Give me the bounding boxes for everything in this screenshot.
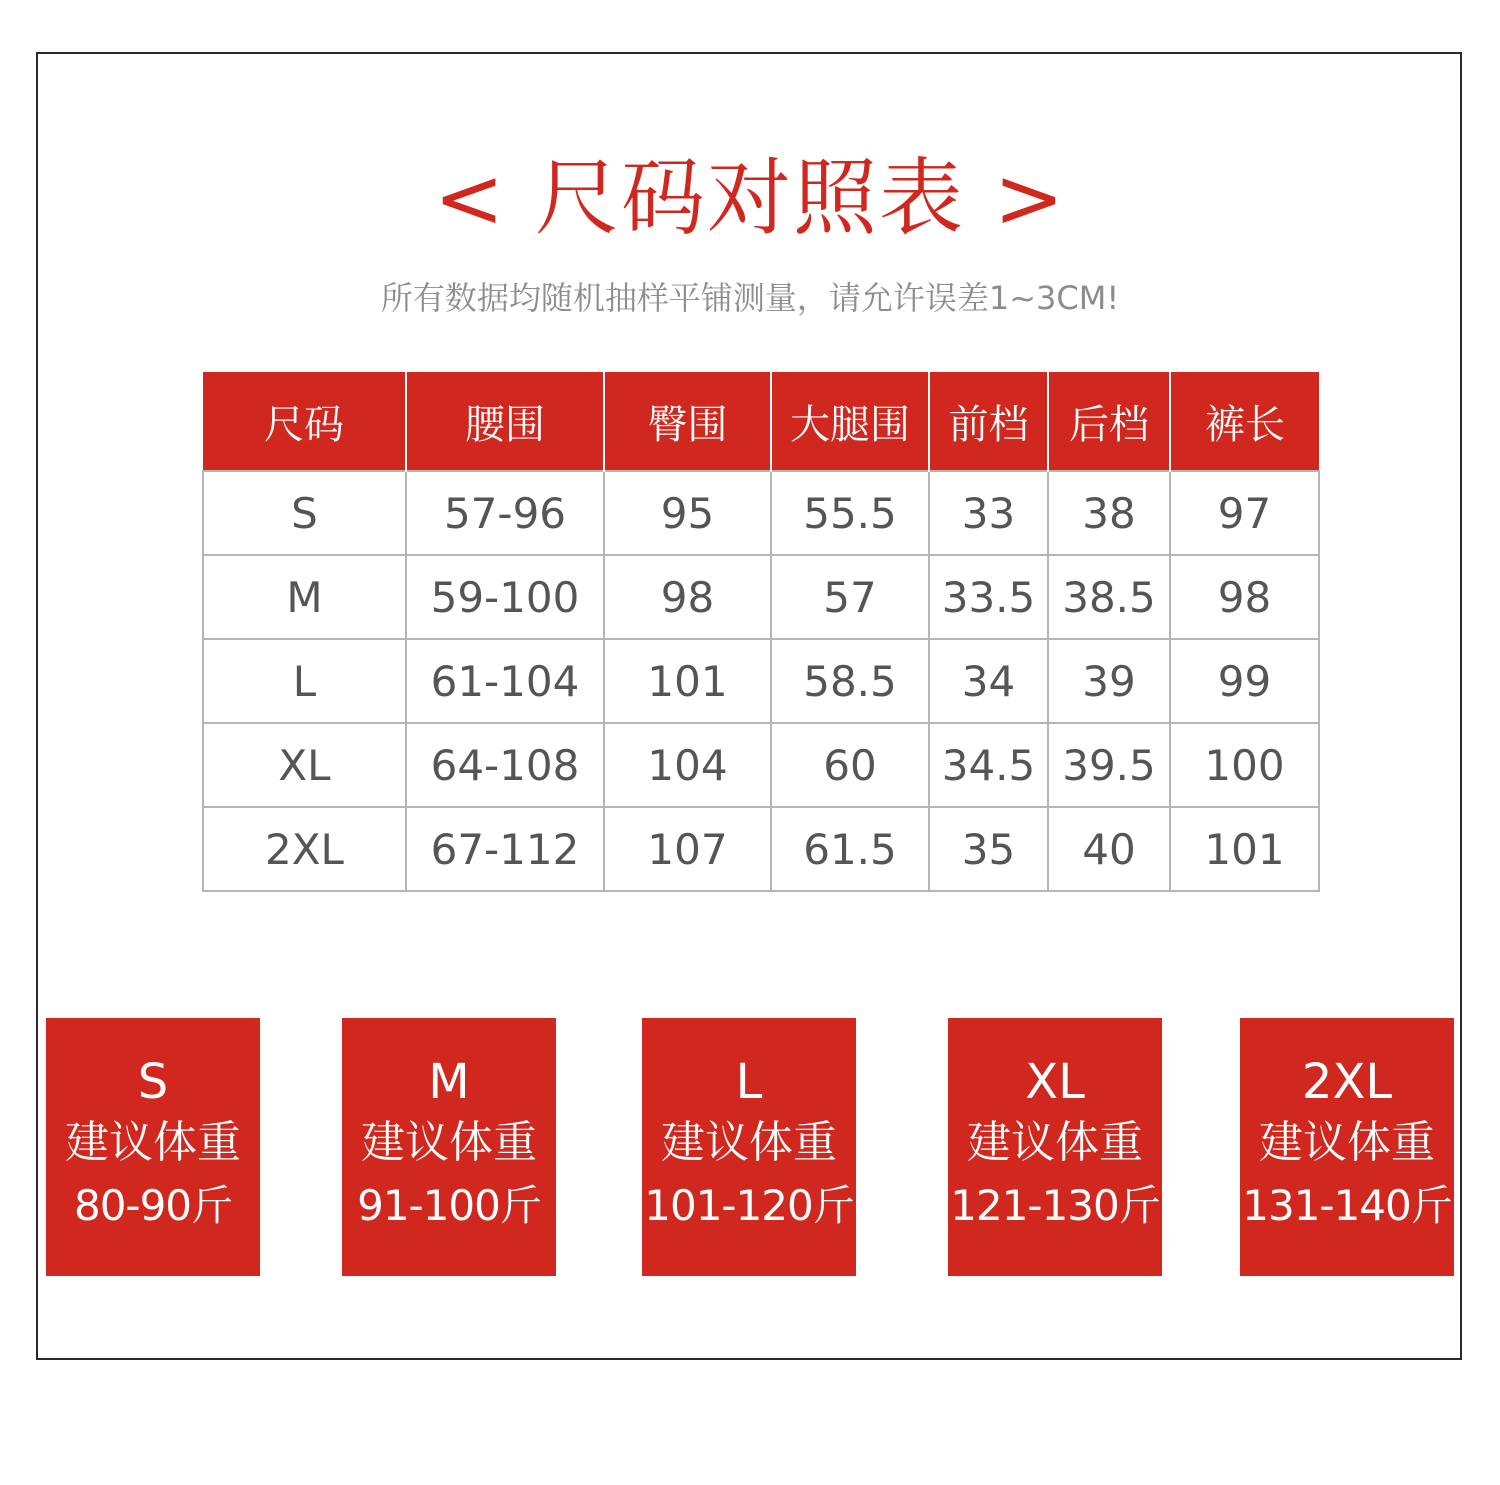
- weight-card-label: 建议体重: [661, 1117, 837, 1168]
- weight-card-l: [642, 1018, 856, 1276]
- weight-card-size: M: [428, 1054, 470, 1110]
- table-cell: 95: [604, 471, 771, 555]
- table-cell: 57: [771, 555, 929, 639]
- weight-card-m: [342, 1018, 556, 1276]
- table-cell: 39.5: [1048, 723, 1170, 807]
- table-cell: 39: [1048, 639, 1170, 723]
- header-size: 尺码: [203, 372, 406, 471]
- table-row: [203, 471, 1319, 555]
- table-cell: M: [203, 555, 406, 639]
- table-row: [203, 723, 1319, 807]
- weight-card-2xl: [1240, 1018, 1454, 1276]
- weight-card-size: S: [137, 1054, 169, 1110]
- weight-card-range: 121-130斤: [950, 1181, 1160, 1230]
- table-cell: 98: [1170, 555, 1319, 639]
- table-cell: 104: [604, 723, 771, 807]
- table-cell: 38.5: [1048, 555, 1170, 639]
- table-cell: 99: [1170, 639, 1319, 723]
- table-cell: 64-108: [406, 723, 604, 807]
- table-cell: 100: [1170, 723, 1319, 807]
- table-cell: 40: [1048, 807, 1170, 891]
- table-cell: 101: [604, 639, 771, 723]
- table-header-row: [203, 372, 1319, 471]
- weight-card-range: 101-120斤: [644, 1181, 854, 1230]
- table-cell: 35: [929, 807, 1048, 891]
- table-cell: L: [203, 639, 406, 723]
- table-cell: 67-112: [406, 807, 604, 891]
- weight-card-label: 建议体重: [65, 1117, 241, 1168]
- header-back-rise: 后档: [1048, 372, 1170, 471]
- header-hip: 臀围: [604, 372, 771, 471]
- table-cell: 38: [1048, 471, 1170, 555]
- table-row: [203, 807, 1319, 891]
- weight-card-xl: [948, 1018, 1162, 1276]
- weight-card-size: XL: [1025, 1054, 1085, 1110]
- table-cell: 97: [1170, 471, 1319, 555]
- table-cell: S: [203, 471, 406, 555]
- weight-card-size: 2XL: [1301, 1054, 1393, 1110]
- table-cell: 107: [604, 807, 771, 891]
- table-cell: 61-104: [406, 639, 604, 723]
- table-cell: XL: [203, 723, 406, 807]
- table-row: [203, 555, 1319, 639]
- table-cell: 58.5: [771, 639, 929, 723]
- header-length: 裤长: [1170, 372, 1319, 471]
- weight-recommendations: [0, 1018, 1500, 1276]
- table-cell: 2XL: [203, 807, 406, 891]
- table-cell: 33.5: [929, 555, 1048, 639]
- weight-card-label: 建议体重: [967, 1117, 1143, 1168]
- table-cell: 61.5: [771, 807, 929, 891]
- table-cell: 55.5: [771, 471, 929, 555]
- header-waist: 腰围: [406, 372, 604, 471]
- table-cell: 59-100: [406, 555, 604, 639]
- weight-card-s: [46, 1018, 260, 1276]
- header-front-rise: 前档: [929, 372, 1048, 471]
- weight-card-range: 131-140斤: [1242, 1181, 1452, 1230]
- weight-card-range: 80-90斤: [73, 1181, 233, 1230]
- weight-card-label: 建议体重: [361, 1117, 537, 1168]
- table-cell: 34: [929, 639, 1048, 723]
- table-cell: 57-96: [406, 471, 604, 555]
- table-cell: 101: [1170, 807, 1319, 891]
- header-thigh: 大腿围: [771, 372, 929, 471]
- weight-card-range: 91-100斤: [357, 1181, 541, 1230]
- size-chart-table: [202, 372, 1320, 892]
- weight-card-label: 建议体重: [1259, 1117, 1435, 1168]
- page-title: < 尺码对照表 >: [433, 149, 1067, 247]
- table-cell: 33: [929, 471, 1048, 555]
- page-subtitle: 所有数据均随机抽样平铺测量，请允许误差1~3CM!: [380, 279, 1120, 317]
- table-cell: 34.5: [929, 723, 1048, 807]
- weight-card-size: L: [735, 1054, 763, 1110]
- table-cell: 60: [771, 723, 929, 807]
- table-row: [203, 639, 1319, 723]
- table-cell: 98: [604, 555, 771, 639]
